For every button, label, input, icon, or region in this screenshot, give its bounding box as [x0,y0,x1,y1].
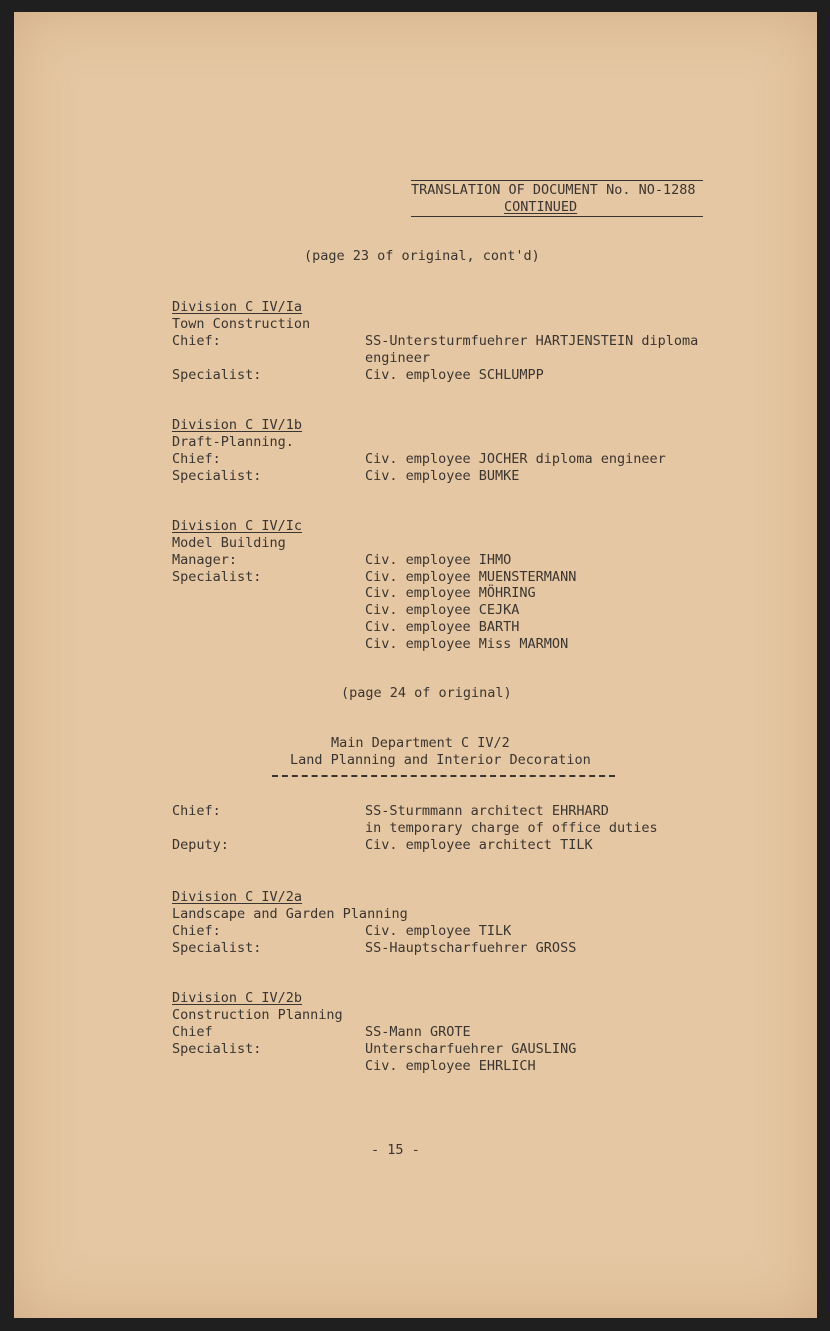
main-dept-dashed-rule [272,775,615,777]
page-note-23: (page 23 of original, cont'd) [304,248,540,264]
division-ic-specialist-5: Civ. employee Miss MARMON [365,636,569,652]
division-ic-specialist-3: Civ. employee CEJKA [365,602,520,618]
division-2b-subtitle: Construction Planning [172,1007,343,1023]
division-ib-chief-value: Civ. employee JOCHER diploma engineer [365,451,666,467]
division-ic-manager-value: Civ. employee IHMO [365,552,512,568]
division-2b-specialist-value: Unterscharfuehrer GAUSLING [365,1041,577,1057]
main-dept-chief-label: Chief: [172,803,221,819]
division-ic-manager-label: Manager: [172,552,238,568]
division-ia-specialist-label: Specialist: [172,367,262,383]
division-2b-chief-label: Chief [172,1024,213,1040]
division-ic-title: Division C IV/Ic [172,518,303,534]
division-ic-specialist-1: Civ. employee MUENSTERMANN [365,569,577,585]
header-title: TRANSLATION OF DOCUMENT No. NO-1288 [411,182,696,198]
division-2a-specialist-label: Specialist: [172,940,262,956]
division-ib-specialist-label: Specialist: [172,468,262,484]
division-ic-specialist-2: Civ. employee MÖHRING [365,585,536,601]
division-ic-specialist-label: Specialist: [172,569,262,585]
division-ic-specialist-4: Civ. employee BARTH [365,619,520,635]
main-dept-chief-value-cont: in temporary charge of office duties [365,820,658,836]
main-dept-deputy-value: Civ. employee architect TILK [365,837,593,853]
division-2a-specialist-value: SS-Hauptscharfuehrer GROSS [365,940,577,956]
page-note-24: (page 24 of original) [341,685,512,701]
division-2b-chief-value: SS-Mann GROTE [365,1024,471,1040]
division-ic-subtitle: Model Building [172,535,286,551]
division-ia-specialist-value: Civ. employee SCHLUMPP [365,367,544,383]
division-ia-chief-label: Chief: [172,333,221,349]
division-ia-chief-value-cont: engineer [365,350,431,366]
division-2b-specialist-value-2: Civ. employee EHRLICH [365,1058,536,1074]
division-ib-chief-label: Chief: [172,451,221,467]
division-2b-specialist-label: Specialist: [172,1041,262,1057]
document-page [14,12,817,1318]
division-2a-subtitle: Landscape and Garden Planning [172,906,408,922]
division-ib-specialist-value: Civ. employee BUMKE [365,468,520,484]
division-ib-title: Division C IV/1b [172,417,303,433]
division-ia-title: Division C IV/Ia [172,299,303,315]
division-ia-subtitle: Town Construction [172,316,311,332]
main-dept-deputy-label: Deputy: [172,837,229,853]
division-ia-chief-value: SS-Untersturmfuehrer HARTJENSTEIN diploma [365,333,699,349]
header-continued: CONTINUED [504,199,578,215]
main-dept-title: Main Department C IV/2 [331,735,510,751]
division-2a-title: Division C IV/2a [172,889,303,905]
division-2a-chief-label: Chief: [172,923,221,939]
main-dept-chief-value: SS-Sturmmann architect EHRHARD [365,803,609,819]
header-top-rule [411,180,703,181]
division-ib-subtitle: Draft-Planning. [172,434,294,450]
main-dept-subtitle: Land Planning and Interior Decoration [290,752,591,768]
division-2b-title: Division C IV/2b [172,990,303,1006]
division-2a-chief-value: Civ. employee TILK [365,923,512,939]
page-number: - 15 - [371,1142,420,1158]
header-bottom-rule [411,216,703,217]
